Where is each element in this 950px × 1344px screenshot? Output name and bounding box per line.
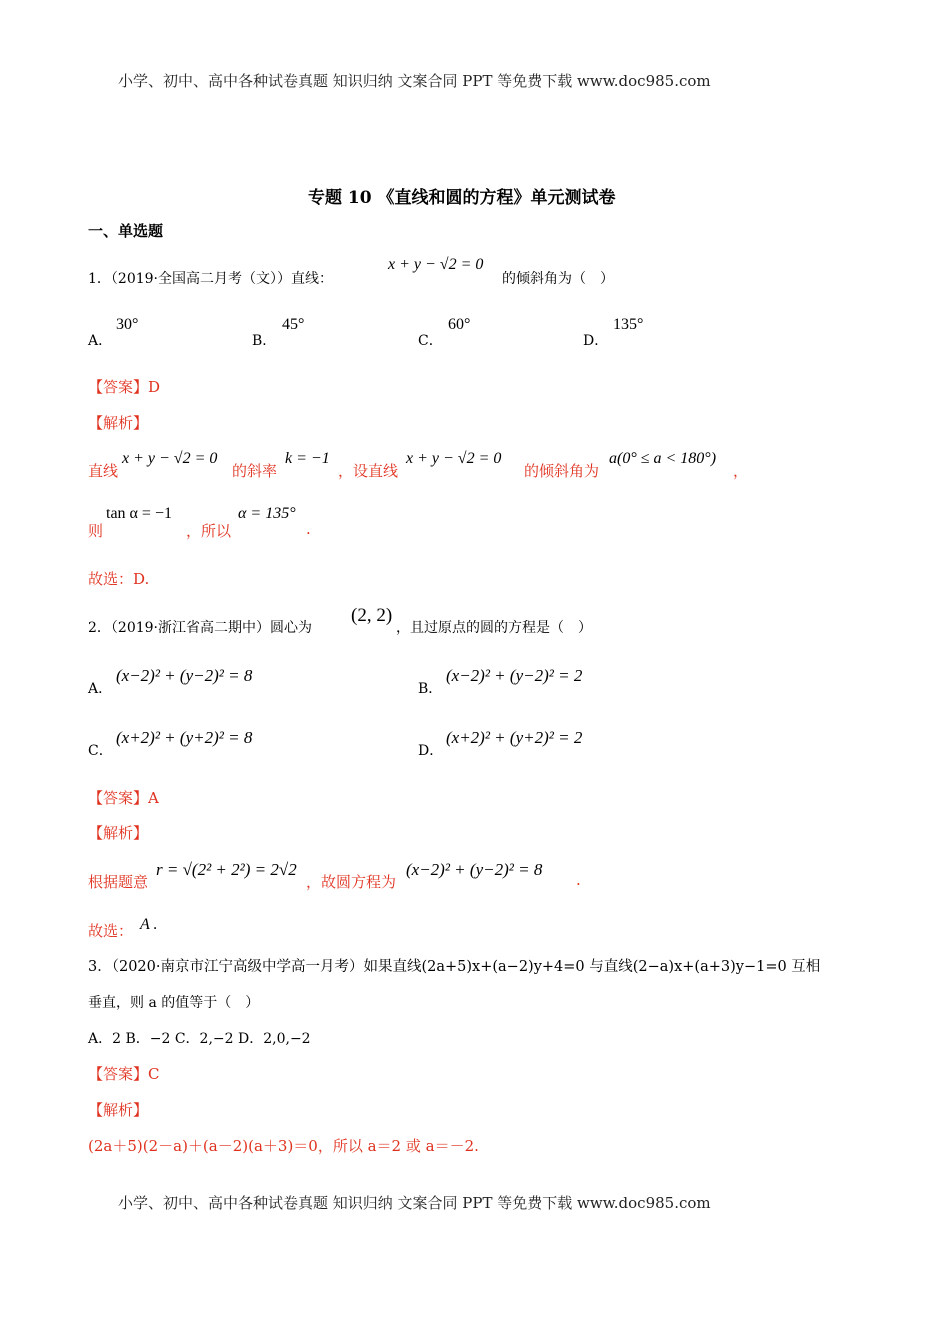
q1-exp1-math1: x + y − √2 = 0: [122, 450, 218, 467]
q1-option-a-letter: A．: [88, 333, 113, 349]
q1-exp2-math1: tan α = −1: [106, 505, 172, 522]
q2-exp1-text3: .: [576, 871, 581, 889]
q1-exp2-text1: 则: [88, 522, 104, 540]
q1-option-a-value: 30°: [116, 316, 139, 333]
q3-stem-line1: 3．（2020·南京市江宁高级中学高一月考）如果直线(2a+5)x+(a−2)y+4=0 与直线(2−a)x+(a+3)y−1=0 互相: [88, 959, 821, 975]
q2-option-d-value: (x+2)² + (y+2)² = 2: [446, 728, 583, 747]
q1-exp1-math3: x + y − √2 = 0: [406, 450, 502, 467]
document-title: 专题 10 《直线和圆的方程》单元测试卷: [308, 188, 616, 208]
q1-exp2-math2: α = 135°: [238, 505, 296, 522]
q1-option-b-letter: B．: [252, 333, 277, 349]
q1-exp1-text4: 的倾斜角为: [524, 462, 600, 480]
q1-option-c-value: 60°: [448, 316, 471, 333]
q3-analysis-label: 【解析】: [88, 1101, 149, 1119]
q2-exp1-math1: r = √(2² + 2²) = 2√2: [156, 860, 297, 879]
page-footer: 小学、初中、高中各种试卷真题 知识归纳 文案合同 PPT 等免费下载 www.doc985.com: [118, 1194, 711, 1212]
section-heading: 一、单选题: [88, 222, 164, 240]
q2-stem-prefix: 2．（2019·浙江省高二期中）圆心为: [88, 620, 312, 636]
q1-exp2-text2: ，所以: [186, 522, 232, 540]
q1-conclusion: 故选：D.: [88, 570, 150, 588]
q2-option-b-value: (x−2)² + (y−2)² = 2: [446, 666, 583, 685]
q1-option-d-letter: D．: [583, 333, 609, 349]
q1-stem-suffix: 的倾斜角为（ ）: [502, 271, 614, 287]
q2-option-c-value: (x+2)² + (y+2)² = 8: [116, 728, 253, 747]
q2-option-b-letter: B．: [418, 681, 443, 697]
q1-exp1-math4: a(0° ≤ a < 180°): [609, 450, 717, 467]
q3-answer: 【答案】C: [88, 1065, 160, 1083]
q1-analysis-label: 【解析】: [88, 414, 149, 432]
page-header: 小学、初中、高中各种试卷真题 知识归纳 文案合同 PPT 等免费下载 www.doc985.com: [118, 72, 711, 90]
q1-exp2-text3: .: [306, 520, 311, 538]
q2-stem-suffix: ，且过原点的圆的方程是（ ）: [396, 620, 592, 636]
q1-exp1-text5: ，: [733, 462, 749, 480]
q2-exp1-text2: ，故圆方程为: [306, 873, 397, 891]
q2-option-c-letter: C．: [88, 743, 113, 759]
q1-stem-equation: x + y − √2 = 0: [388, 256, 484, 273]
q1-answer: 【答案】D: [88, 378, 161, 396]
q2-stem-center: (2, 2): [351, 605, 393, 626]
q2-answer: 【答案】A: [88, 789, 159, 807]
q2-exp1-math2: (x−2)² + (y−2)² = 8: [406, 860, 543, 879]
q3-stem-line2: 垂直，则 a 的值等于（ ）: [88, 995, 260, 1011]
q3-exp1: (2a＋5)(2－a)＋(a－2)(a＋3)＝0，所以 a＝2 或 a＝－2.: [88, 1137, 479, 1155]
q1-stem-prefix: 1．（2019·全国高二月考（文））直线：: [88, 271, 333, 287]
q1-option-c-letter: C．: [418, 333, 443, 349]
q1-exp1-text3: ，设直线: [338, 462, 399, 480]
q3-options: A．2 B．−2 C．2,−2 D．2,0,−2: [88, 1031, 311, 1047]
q1-exp1-text2: 的斜率: [232, 462, 278, 480]
q2-analysis-label: 【解析】: [88, 824, 149, 842]
q2-option-d-letter: D．: [418, 743, 444, 759]
q1-option-b-value: 45°: [282, 316, 305, 333]
q1-exp1-math2: k = −1: [285, 450, 330, 467]
q1-option-d-value: 135°: [613, 316, 644, 333]
q2-conclusion-value: A .: [140, 916, 158, 933]
q2-option-a-value: (x−2)² + (y−2)² = 8: [116, 666, 253, 685]
q2-option-a-letter: A．: [88, 681, 113, 697]
q2-conclusion-prefix: 故选：: [88, 922, 134, 940]
q1-exp1-text1: 直线: [88, 462, 119, 480]
q2-exp1-text1: 根据题意: [88, 873, 149, 891]
